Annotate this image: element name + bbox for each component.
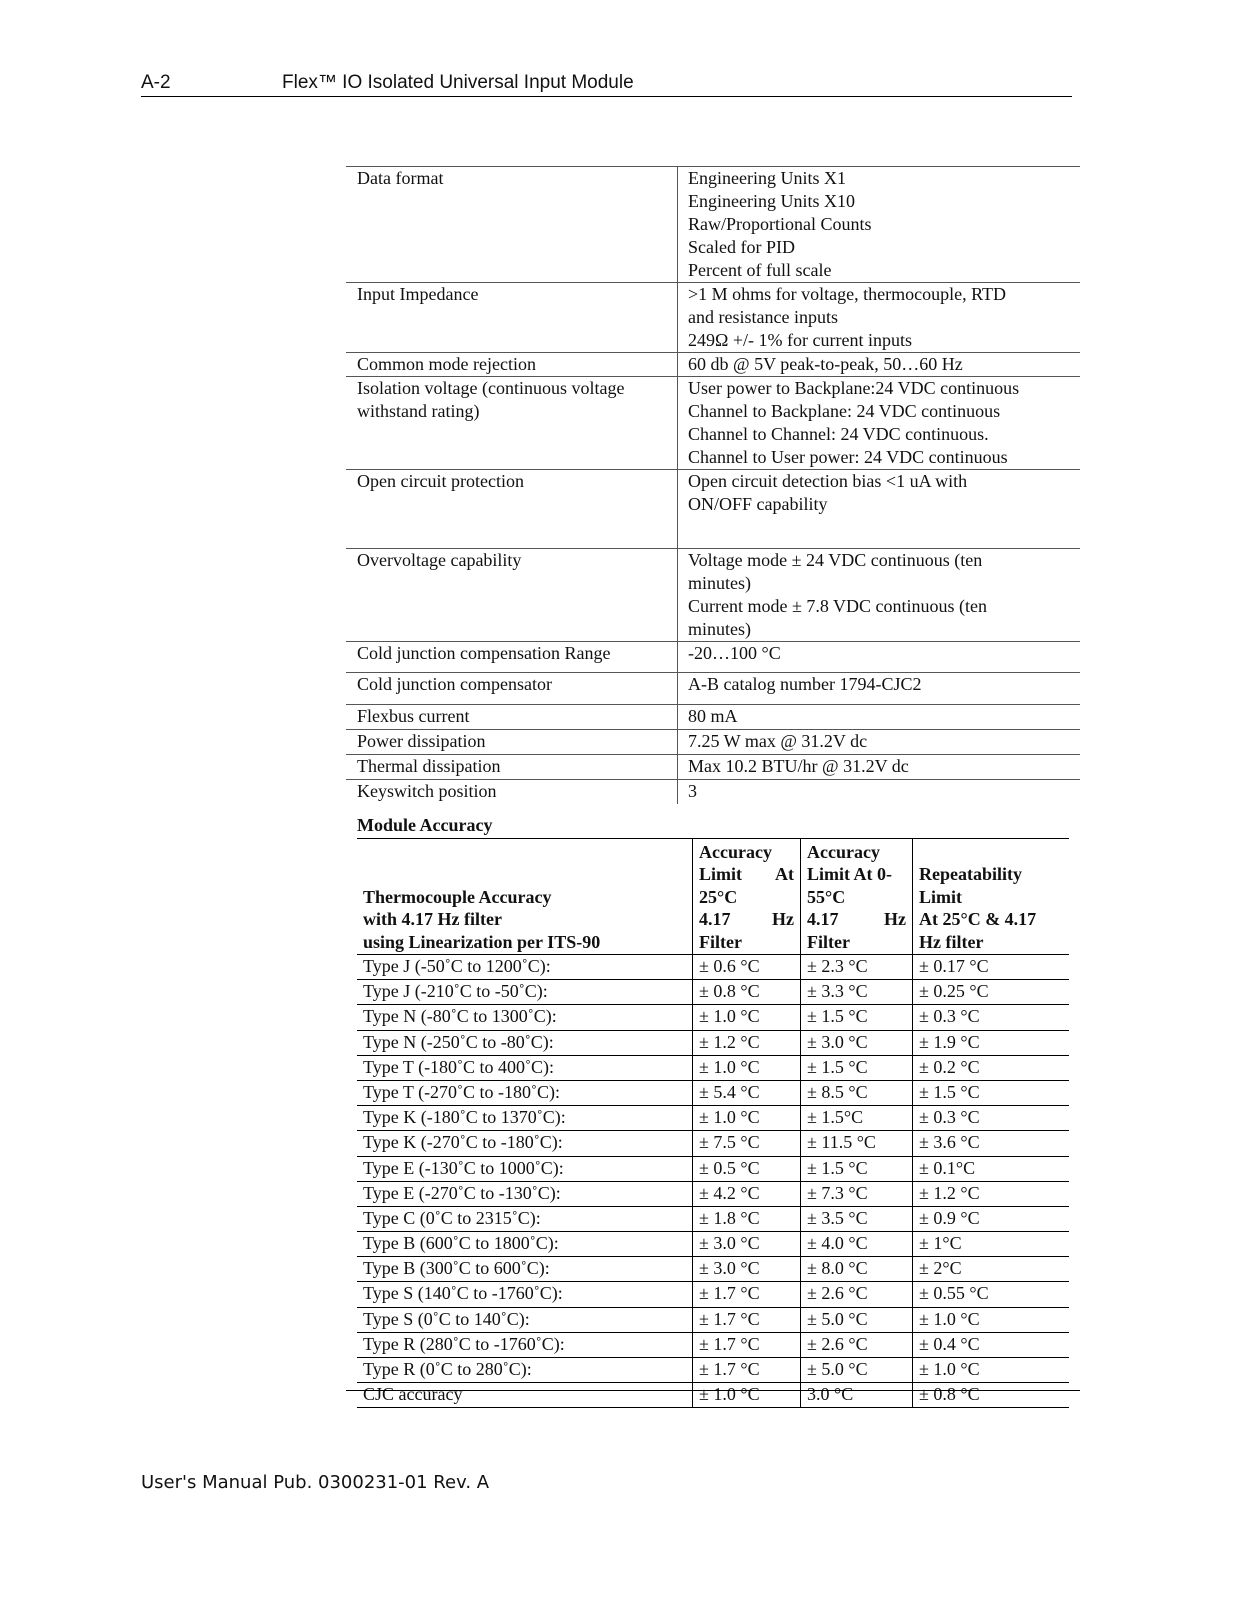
accuracy-row bbox=[357, 1282, 1069, 1307]
spec-label-line: Cold junction compensator bbox=[357, 674, 552, 694]
accuracy-header-line: Repeatability bbox=[919, 864, 1022, 884]
accuracy-row bbox=[357, 1131, 1069, 1156]
thermocouple-type-cell: Type R (0˚C to 280˚C): bbox=[363, 1359, 532, 1379]
spec-row bbox=[346, 673, 1080, 705]
accuracy-value-cell: ± 2.6 °C bbox=[800, 1282, 912, 1306]
accuracy-value-cell: ± 1.0 °C bbox=[692, 1106, 800, 1130]
accuracy-value-cell: ± 0.17 °C bbox=[912, 955, 1069, 979]
spec-label bbox=[346, 283, 677, 352]
spec-row bbox=[346, 283, 1080, 353]
spec-value-line: 3 bbox=[688, 781, 697, 801]
accuracy-row bbox=[357, 980, 1069, 1005]
spec-label bbox=[346, 549, 677, 641]
accuracy-value-cell: ± 1.7 °C bbox=[692, 1282, 800, 1306]
accuracy-header-word: Filter bbox=[699, 931, 742, 952]
accuracy-value-cell: ± 8.0 °C bbox=[800, 1257, 912, 1281]
accuracy-header-word: 25°C bbox=[699, 886, 738, 907]
spec-label-line: Common mode rejection bbox=[357, 354, 536, 374]
spec-row bbox=[346, 377, 1080, 470]
spec-row bbox=[346, 167, 1080, 283]
accuracy-row bbox=[357, 1207, 1069, 1232]
accuracy-value-cell: ± 1.0 °C bbox=[692, 1056, 800, 1080]
accuracy-header-cell bbox=[692, 839, 800, 954]
spec-value-line: A-B catalog number 1794-CJC2 bbox=[688, 674, 922, 694]
accuracy-value-cell: ± 2.3 °C bbox=[800, 955, 912, 979]
spec-label-line: Power dissipation bbox=[357, 731, 486, 751]
spec-label bbox=[346, 780, 677, 804]
accuracy-header-line bbox=[699, 931, 794, 954]
spec-row bbox=[346, 470, 1080, 549]
page-footer: User's Manual Pub. 0300231-01 Rev. A bbox=[141, 1472, 490, 1493]
spec-label-line: Input Impedance bbox=[357, 284, 479, 304]
spec-value-line: 60 db @ 5V peak-to-peak, 50…60 Hz bbox=[688, 354, 963, 374]
spec-label bbox=[346, 353, 677, 376]
spec-value-line: Channel to Channel: 24 VDC continuous. bbox=[688, 424, 989, 444]
accuracy-value-cell: ± 1.7 °C bbox=[692, 1358, 800, 1382]
spec-row bbox=[346, 642, 1080, 673]
accuracy-value-cell: ± 7.3 °C bbox=[800, 1182, 912, 1206]
accuracy-header-line bbox=[807, 886, 906, 909]
accuracy-header-line bbox=[807, 931, 906, 954]
accuracy-header-word: Hz bbox=[884, 909, 906, 929]
accuracy-table-bottom-rule bbox=[346, 1390, 1080, 1391]
spec-value-line: 7.25 W max @ 31.2V dc bbox=[688, 731, 868, 751]
spec-value-line: 249Ω +/- 1% for current inputs bbox=[688, 330, 912, 350]
spec-value-line: Channel to User power: 24 VDC continuous bbox=[688, 447, 1008, 467]
accuracy-value-cell: ± 3.3 °C bbox=[800, 980, 912, 1004]
accuracy-row bbox=[357, 1383, 1069, 1408]
accuracy-value-cell: ± 1.2 °C bbox=[912, 1182, 1069, 1206]
spec-value-line: and resistance inputs bbox=[688, 307, 838, 327]
accuracy-header-line: with 4.17 Hz filter bbox=[363, 909, 502, 929]
thermocouple-type-cell: Type N (-80˚C to 1300˚C): bbox=[363, 1006, 557, 1027]
accuracy-value-cell: ± 1.0 °C bbox=[912, 1358, 1069, 1382]
accuracy-value-cell: ± 8.5 °C bbox=[800, 1081, 912, 1105]
spec-value-line: Percent of full scale bbox=[688, 260, 832, 280]
accuracy-value-cell: 3.0 °C bbox=[800, 1383, 912, 1407]
spec-label bbox=[346, 705, 677, 729]
page-header bbox=[141, 72, 1072, 97]
accuracy-table bbox=[357, 838, 1069, 1408]
accuracy-value-cell: ± 1.2 °C bbox=[692, 1031, 800, 1055]
thermocouple-type-cell: Type E (-130˚C to 1000˚C): bbox=[363, 1157, 564, 1178]
spec-label bbox=[346, 167, 677, 282]
spec-value-line: User power to Backplane:24 VDC continuous bbox=[688, 378, 1020, 398]
accuracy-value-cell: ± 5.4 °C bbox=[692, 1081, 800, 1105]
accuracy-header-line bbox=[699, 841, 794, 864]
thermocouple-type-cell: Type T (-180˚C to 400˚C): bbox=[363, 1056, 555, 1077]
accuracy-header-row bbox=[357, 839, 1069, 955]
accuracy-value-cell: ± 11.5 °C bbox=[800, 1131, 912, 1155]
accuracy-value-cell: ± 5.0 °C bbox=[800, 1308, 912, 1332]
accuracy-header-word: 4.17 bbox=[807, 909, 839, 929]
spec-label-line: Isolation voltage (continuous voltage bbox=[357, 378, 625, 398]
spec-value-line: Raw/Proportional Counts bbox=[688, 214, 872, 234]
accuracy-value-cell: ± 0.3 °C bbox=[912, 1106, 1069, 1130]
thermocouple-type-cell: Type S (0˚C to 140˚C): bbox=[363, 1308, 530, 1329]
spec-value-line: Max 10.2 BTU/hr @ 31.2V dc bbox=[688, 756, 909, 776]
accuracy-value-cell: ± 0.1°C bbox=[912, 1157, 1069, 1181]
spec-row bbox=[346, 705, 1080, 730]
spec-value bbox=[677, 283, 1080, 352]
accuracy-value-cell: ± 7.5 °C bbox=[692, 1131, 800, 1155]
accuracy-value-cell: ± 2.6 °C bbox=[800, 1333, 912, 1357]
spec-label-line: Cold junction compensation Range bbox=[357, 643, 611, 663]
thermocouple-type-cell: Type N (-250˚C to -80˚C): bbox=[363, 1031, 554, 1052]
accuracy-header-word: At bbox=[775, 864, 794, 884]
spec-row bbox=[346, 755, 1080, 780]
accuracy-value-cell: ± 4.0 °C bbox=[800, 1232, 912, 1256]
spec-value bbox=[677, 167, 1080, 282]
spec-value-line: Engineering Units X10 bbox=[688, 191, 855, 211]
accuracy-value-cell: ± 1.0 °C bbox=[692, 1383, 800, 1407]
accuracy-header-line: At 25°C & 4.17 bbox=[919, 909, 1037, 929]
accuracy-header-line bbox=[807, 841, 906, 864]
accuracy-value-cell: ± 0.2 °C bbox=[912, 1056, 1069, 1080]
spec-label bbox=[346, 642, 677, 672]
accuracy-value-cell: ± 3.0 °C bbox=[692, 1232, 800, 1256]
spec-value bbox=[677, 470, 1080, 548]
accuracy-value-cell: ± 2°C bbox=[912, 1257, 1069, 1281]
spec-value bbox=[677, 673, 1080, 704]
accuracy-header-cell bbox=[800, 839, 912, 954]
spec-value-line: ON/OFF capability bbox=[688, 494, 828, 514]
thermocouple-type-cell: Type B (600˚C to 1800˚C): bbox=[363, 1233, 559, 1254]
spec-label bbox=[346, 730, 677, 754]
accuracy-value-cell: ± 5.0 °C bbox=[800, 1358, 912, 1382]
spec-label bbox=[346, 755, 677, 779]
spec-label-line: Keyswitch position bbox=[357, 781, 497, 801]
accuracy-row bbox=[357, 1157, 1069, 1182]
spec-value bbox=[677, 353, 1080, 376]
spec-value-line: minutes) bbox=[688, 573, 751, 593]
accuracy-value-cell: ± 1.8 °C bbox=[692, 1207, 800, 1231]
spec-value-line: -20…100 °C bbox=[688, 643, 781, 663]
accuracy-header-word: Hz bbox=[772, 909, 794, 929]
accuracy-header-line bbox=[807, 908, 906, 931]
accuracy-value-cell: ± 1.5 °C bbox=[800, 1157, 912, 1181]
spec-value bbox=[677, 780, 1080, 804]
accuracy-header-word: Limit At 0- bbox=[807, 864, 892, 884]
thermocouple-type-cell: CJC accuracy bbox=[363, 1384, 463, 1405]
spec-row bbox=[346, 549, 1080, 642]
specifications-table bbox=[346, 166, 1080, 804]
accuracy-header-line bbox=[699, 908, 794, 931]
spec-value-line: Voltage mode ± 24 VDC continuous (ten bbox=[688, 550, 983, 570]
accuracy-row bbox=[357, 1031, 1069, 1056]
accuracy-row bbox=[357, 1056, 1069, 1081]
accuracy-header-cell bbox=[357, 839, 692, 954]
spec-row bbox=[346, 353, 1080, 377]
spec-value-line: Current mode ± 7.8 VDC continuous (ten bbox=[688, 596, 988, 616]
accuracy-value-cell: ± 0.9 °C bbox=[912, 1207, 1069, 1231]
accuracy-header-line: Limit bbox=[919, 886, 962, 907]
accuracy-row bbox=[357, 1232, 1069, 1257]
accuracy-value-cell: ± 1.0 °C bbox=[912, 1308, 1069, 1332]
accuracy-value-cell: ± 1.0 °C bbox=[692, 1005, 800, 1029]
spec-value bbox=[677, 705, 1080, 729]
spec-row bbox=[346, 730, 1080, 755]
thermocouple-type-cell: Type J (-50˚C to 1200˚C): bbox=[363, 956, 551, 976]
spec-label-line: Data format bbox=[357, 168, 444, 188]
accuracy-header-word: Accuracy bbox=[807, 841, 880, 862]
accuracy-value-cell: ± 0.3 °C bbox=[912, 1005, 1069, 1029]
spec-value-line: Channel to Backplane: 24 VDC continuous bbox=[688, 401, 1001, 421]
spec-label-line: withstand rating) bbox=[357, 401, 480, 421]
accuracy-value-cell: ± 1.7 °C bbox=[692, 1308, 800, 1332]
accuracy-row bbox=[357, 955, 1069, 980]
spec-value-line: minutes) bbox=[688, 619, 751, 639]
accuracy-header-word: 55°C bbox=[807, 886, 846, 907]
spec-label-line: Open circuit protection bbox=[357, 471, 524, 491]
accuracy-value-cell: ± 3.6 °C bbox=[912, 1131, 1069, 1155]
accuracy-header-line bbox=[699, 886, 794, 909]
thermocouple-type-cell: Type K (-270˚C to -180˚C): bbox=[363, 1132, 563, 1153]
accuracy-value-cell: ± 3.0 °C bbox=[692, 1257, 800, 1281]
accuracy-value-cell: ± 0.4 °C bbox=[912, 1333, 1069, 1357]
accuracy-value-cell: ± 0.5 °C bbox=[692, 1157, 800, 1181]
accuracy-header-line bbox=[699, 863, 794, 886]
spec-label bbox=[346, 470, 677, 548]
spec-label-line: Thermal dissipation bbox=[357, 756, 501, 776]
spec-value-line: 80 mA bbox=[688, 706, 738, 726]
accuracy-header-word: Accuracy bbox=[699, 841, 772, 862]
accuracy-value-cell: ± 0.25 °C bbox=[912, 980, 1069, 1004]
accuracy-value-cell: ± 1.9 °C bbox=[912, 1031, 1069, 1055]
accuracy-header-cell bbox=[912, 839, 1069, 954]
thermocouple-type-cell: Type S (140˚C to -1760˚C): bbox=[363, 1283, 563, 1304]
page-number: A-2 bbox=[141, 72, 171, 93]
accuracy-row bbox=[357, 1005, 1069, 1030]
thermocouple-type-cell: Type K (-180˚C to 1370˚C): bbox=[363, 1107, 566, 1128]
thermocouple-type-cell: Type E (-270˚C to -130˚C): bbox=[363, 1182, 561, 1203]
spec-value bbox=[677, 730, 1080, 754]
accuracy-value-cell: ± 0.6 °C bbox=[692, 955, 800, 979]
accuracy-value-cell: ± 1.5°C bbox=[800, 1106, 912, 1130]
thermocouple-type-cell: Type B (300˚C to 600˚C): bbox=[363, 1258, 550, 1279]
accuracy-value-cell: ± 1.5 °C bbox=[912, 1081, 1069, 1105]
accuracy-row bbox=[357, 1182, 1069, 1207]
module-accuracy-title: Module Accuracy bbox=[357, 815, 493, 835]
spec-value bbox=[677, 549, 1080, 641]
accuracy-row bbox=[357, 1081, 1069, 1106]
accuracy-value-cell: ± 0.8 °C bbox=[692, 980, 800, 1004]
spec-label-line: Flexbus current bbox=[357, 706, 470, 726]
thermocouple-type-cell: Type T (-270˚C to -180˚C): bbox=[363, 1081, 561, 1102]
spec-value-line: Open circuit detection bias <1 uA with bbox=[688, 471, 968, 491]
spec-value bbox=[677, 642, 1080, 672]
accuracy-header-word: 4.17 bbox=[699, 909, 731, 929]
accuracy-row bbox=[357, 1333, 1069, 1358]
spec-value-line: Engineering Units X1 bbox=[688, 168, 846, 188]
thermocouple-type-cell: Type C (0˚C to 2315˚C): bbox=[363, 1207, 541, 1228]
spec-value-line: >1 M ohms for voltage, thermocouple, RTD bbox=[688, 284, 1007, 304]
accuracy-row bbox=[357, 1106, 1069, 1131]
accuracy-value-cell: ± 0.55 °C bbox=[912, 1282, 1069, 1306]
spec-label bbox=[346, 377, 677, 469]
accuracy-row bbox=[357, 1257, 1069, 1282]
spec-label-line: Overvoltage capability bbox=[357, 550, 522, 570]
accuracy-header-word: Limit bbox=[699, 864, 742, 884]
accuracy-header-line: Thermocouple Accuracy bbox=[363, 886, 552, 907]
accuracy-header-line: Hz filter bbox=[919, 931, 984, 952]
accuracy-value-cell: ± 0.8 °C bbox=[912, 1383, 1069, 1407]
spec-label bbox=[346, 673, 677, 704]
accuracy-value-cell: ± 1.5 °C bbox=[800, 1005, 912, 1029]
accuracy-value-cell: ± 1.5 °C bbox=[800, 1056, 912, 1080]
thermocouple-type-cell: Type R (280˚C to -1760˚C): bbox=[363, 1333, 565, 1354]
accuracy-value-cell: ± 1.7 °C bbox=[692, 1333, 800, 1357]
accuracy-header-word: Filter bbox=[807, 931, 850, 952]
spec-value-line: Scaled for PID bbox=[688, 237, 795, 257]
accuracy-row bbox=[357, 1308, 1069, 1333]
spec-row bbox=[346, 780, 1080, 804]
accuracy-row bbox=[357, 1358, 1069, 1383]
spec-value bbox=[677, 755, 1080, 779]
accuracy-header-line bbox=[807, 863, 906, 886]
accuracy-header-line: using Linearization per ITS-90 bbox=[363, 931, 601, 952]
accuracy-value-cell: ± 1°C bbox=[912, 1232, 1069, 1256]
spec-value bbox=[677, 377, 1080, 469]
accuracy-value-cell: ± 3.0 °C bbox=[800, 1031, 912, 1055]
thermocouple-type-cell: Type J (-210˚C to -50˚C): bbox=[363, 981, 548, 1002]
accuracy-value-cell: ± 3.5 °C bbox=[800, 1207, 912, 1231]
accuracy-value-cell: ± 4.2 °C bbox=[692, 1182, 800, 1206]
page-title: Flex™ IO Isolated Universal Input Module bbox=[282, 72, 634, 93]
